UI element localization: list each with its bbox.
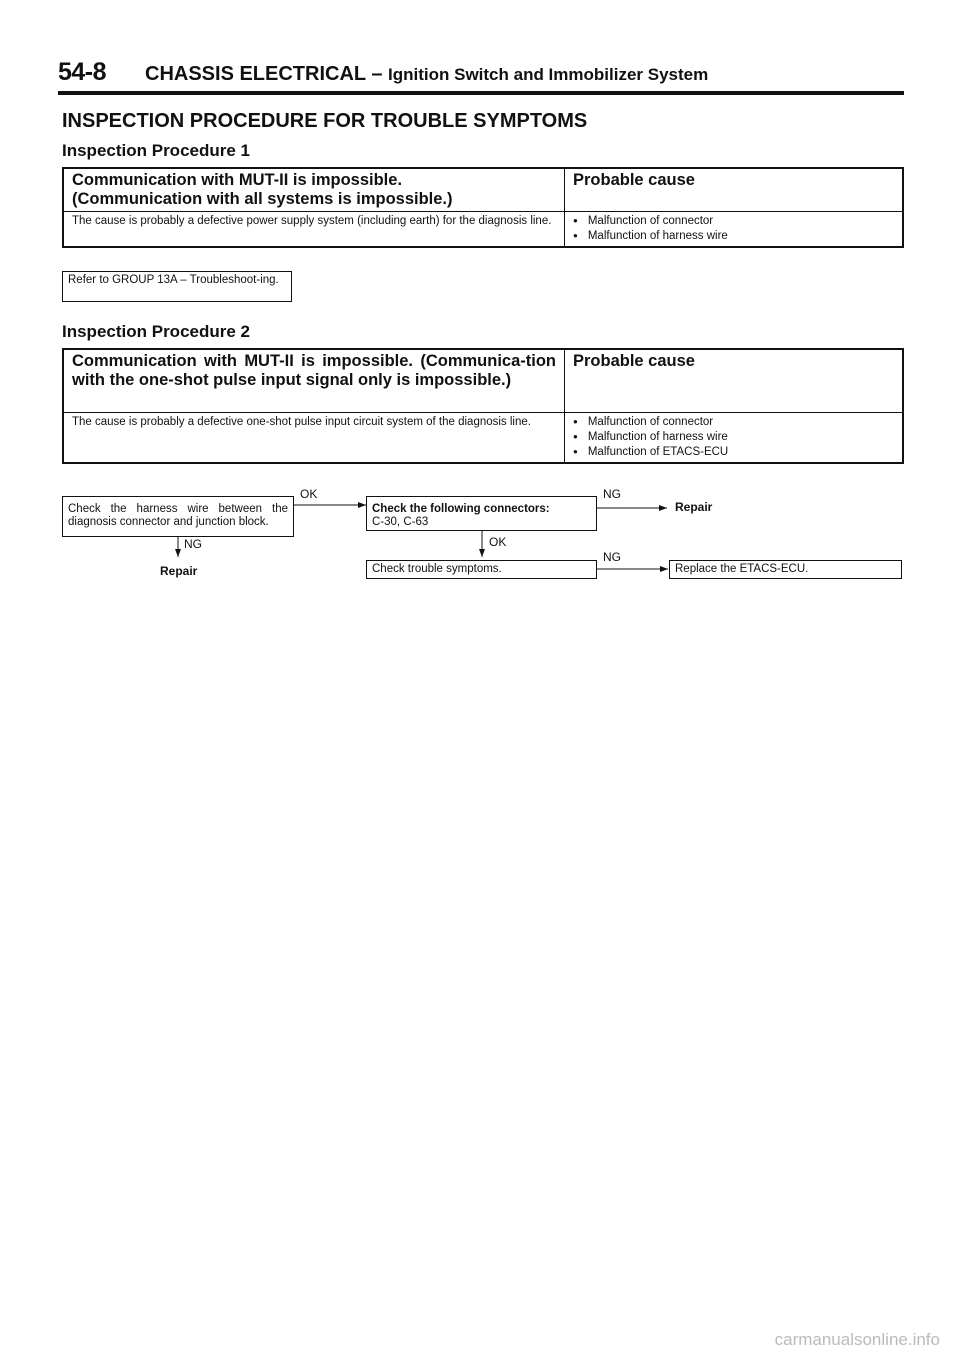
procedure-1-probable-cause-header: Probable cause: [573, 171, 695, 189]
flow-label-ok: OK: [489, 535, 507, 549]
procedure-1-description: The cause is probably a defective power supply system (including earth) for the diagnosis line.: [72, 215, 552, 227]
procedure-1-title: Inspection Procedure 1: [62, 141, 250, 160]
chapter-subtitle: Ignition Switch and Immobilizer System: [388, 65, 709, 84]
procedure-1-symptom-line2: (Communication with all systems is impossible.): [72, 190, 453, 208]
flow-repair-label: Repair: [675, 500, 713, 514]
procedure-2-symptom: Communication with MUT-II is impossible. (Communica-tion with the one-shot pulse input signal only is impossible.): [72, 352, 556, 389]
procedure-2-cause-item: ● Malfunction of ETACS-ECU: [573, 445, 894, 460]
title-separator: –: [371, 63, 383, 85]
procedure-2-cause-item: ● Malfunction of connector: [573, 415, 894, 430]
procedure-1-cause-item: ● Malfunction of harness wire: [573, 229, 894, 244]
flow-step-check-harness: Check the harness wire between the diagnosis connector and junction block.: [62, 496, 294, 537]
refer-group-13a-box: Refer to GROUP 13A – Troubleshoot-ing.: [62, 271, 292, 302]
flow-step-connectors-detail: C-30, C-63: [372, 516, 429, 528]
chapter-name: CHASSIS ELECTRICAL: [145, 63, 366, 85]
flow-label-ng: NG: [603, 487, 621, 501]
procedure-1-cause-item: ● Malfunction of connector: [573, 214, 894, 229]
procedure-2-description: The cause is probably a defective one-shot pulse input circuit system of the diagnosis line.: [72, 416, 531, 428]
flow-label-ok: OK: [300, 487, 318, 501]
footer-watermark: carmanualsonline.info: [774, 1330, 940, 1349]
flow-step-check-symptoms: Check trouble symptoms.: [366, 560, 597, 579]
flow-step-replace-ecu: Replace the ETACS-ECU.: [669, 560, 902, 579]
page-number: 54-8: [58, 58, 107, 86]
flow-step-check-connectors: [366, 496, 597, 531]
flow-repair-label: Repair: [160, 564, 198, 578]
procedure-2-title: Inspection Procedure 2: [62, 322, 250, 341]
flow-label-ng: NG: [184, 537, 202, 551]
procedure-2-cause-item: ● Malfunction of harness wire: [573, 430, 894, 445]
procedure-2-probable-cause-header: Probable cause: [573, 352, 695, 370]
flow-label-ng: NG: [603, 550, 621, 564]
flow-step-connectors-title: Check the following connectors:: [372, 503, 550, 515]
section-title: INSPECTION PROCEDURE FOR TROUBLE SYMPTOMS: [62, 110, 588, 132]
procedure-1-symptom-line1: Communication with MUT-II is impossible.: [72, 171, 403, 189]
